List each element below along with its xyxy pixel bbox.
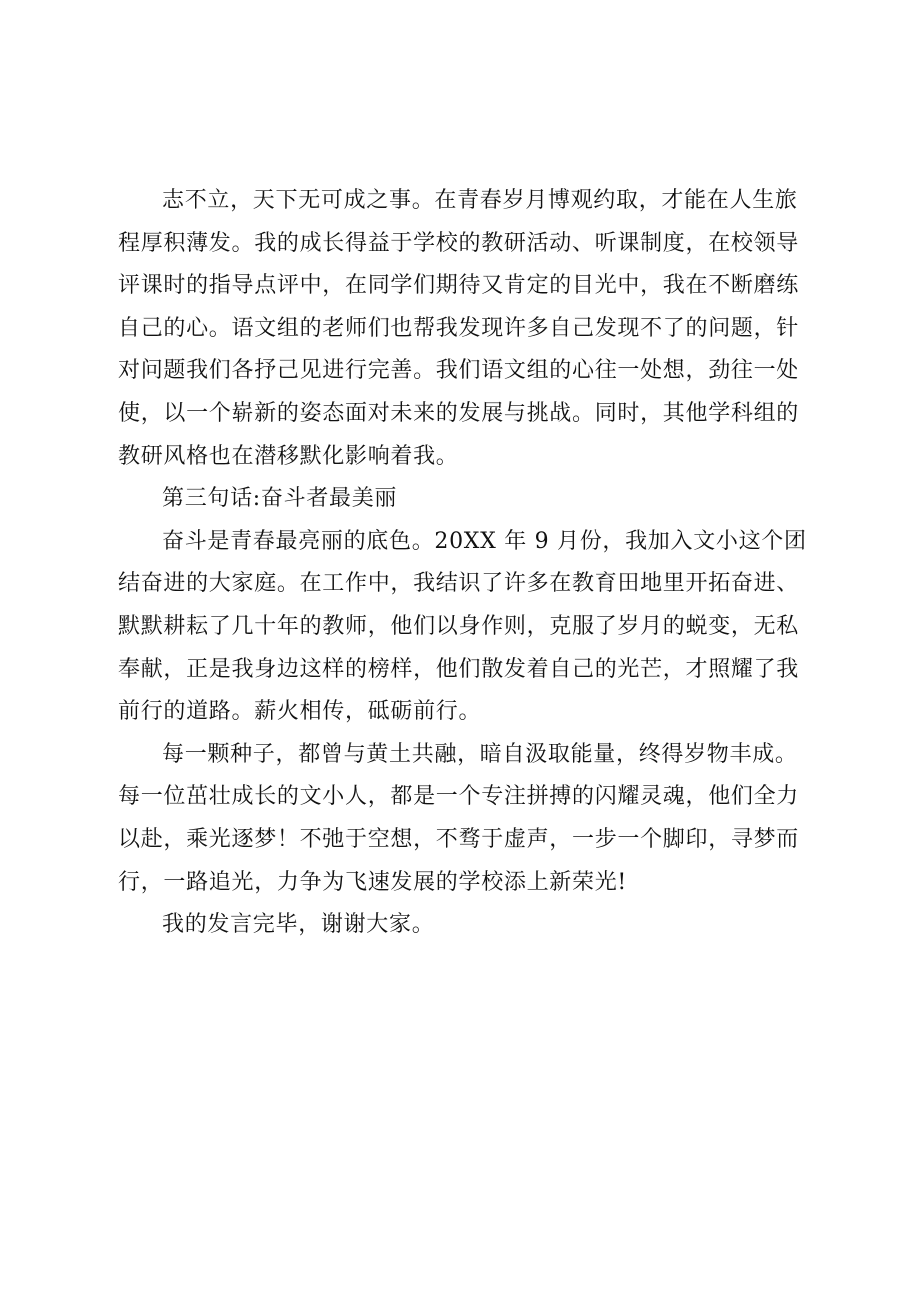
paragraph-2-line-5: 前行的道路。薪火相传，砥砺前行。 <box>118 699 482 725</box>
paragraph-2-line-3: 默默耕耘了几十年的教师，他们以身作则，克服了岁月的蜕变，无私 <box>118 613 800 639</box>
paragraph-3-line-2: 每一位茁壮成长的文小人，都是一个专注拼搏的闪耀灵魂，他们全力 <box>118 784 800 810</box>
paragraph-1-line-3: 评课时的指导点评中，在同学们期待又肯定的目光中，我在不断磨练 <box>118 273 800 299</box>
paragraph-1-line-1: 志不立，天下无可成之事。在青春岁月博观约取，才能在人生旅 <box>162 188 798 213</box>
paragraph-1-line-5: 对问题我们各抒己见进行完善。我们语文组的心往一处想，劲往一处 <box>118 358 800 384</box>
section-heading: 第三句话:奋斗者最美丽 <box>162 486 398 512</box>
paragraph-2-line-2: 结奋进的大家庭。在工作中，我结识了许多在教育田地里开拓奋进、 <box>118 571 800 597</box>
paragraph-2-line-1: 奋斗是青春最亮丽的底色。20XX 年 9 月份，我加入文小这个团 <box>162 528 807 554</box>
document-body <box>118 180 808 947</box>
paragraph-3-line-1: 每一颗种子，都曾与黄土共融，暗自汲取能量，终得岁物丰成。 <box>162 741 798 767</box>
paragraph-1-line-6: 使，以一个崭新的姿态面对未来的发展与挑战。同时，其他学科组的 <box>118 400 800 426</box>
paragraph-3-line-4: 行，一路追光，力争为飞速发展的学校添上新荣光! <box>118 869 627 895</box>
paragraph-3-line-3: 以赴，乘光逐梦！不弛于空想，不骛于虚声，一步一个脚印，寻梦而 <box>118 826 800 852</box>
paragraph-2-line-4: 奉献，正是我身边这样的榜样，他们散发着自己的光芒，才照耀了我 <box>118 656 800 682</box>
paragraph-1-line-2: 程厚积薄发。我的成长得益于学校的教研活动、听课制度，在校领导 <box>118 230 800 256</box>
paragraph-1-line-7: 教研风格也在潜移默化影响着我。 <box>118 443 459 469</box>
paragraph-1-line-4: 自己的心。语文组的老师们也帮我发现许多自己发现不了的问题，针 <box>118 315 800 341</box>
closing-line: 我的发言完毕，谢谢大家。 <box>162 912 435 938</box>
